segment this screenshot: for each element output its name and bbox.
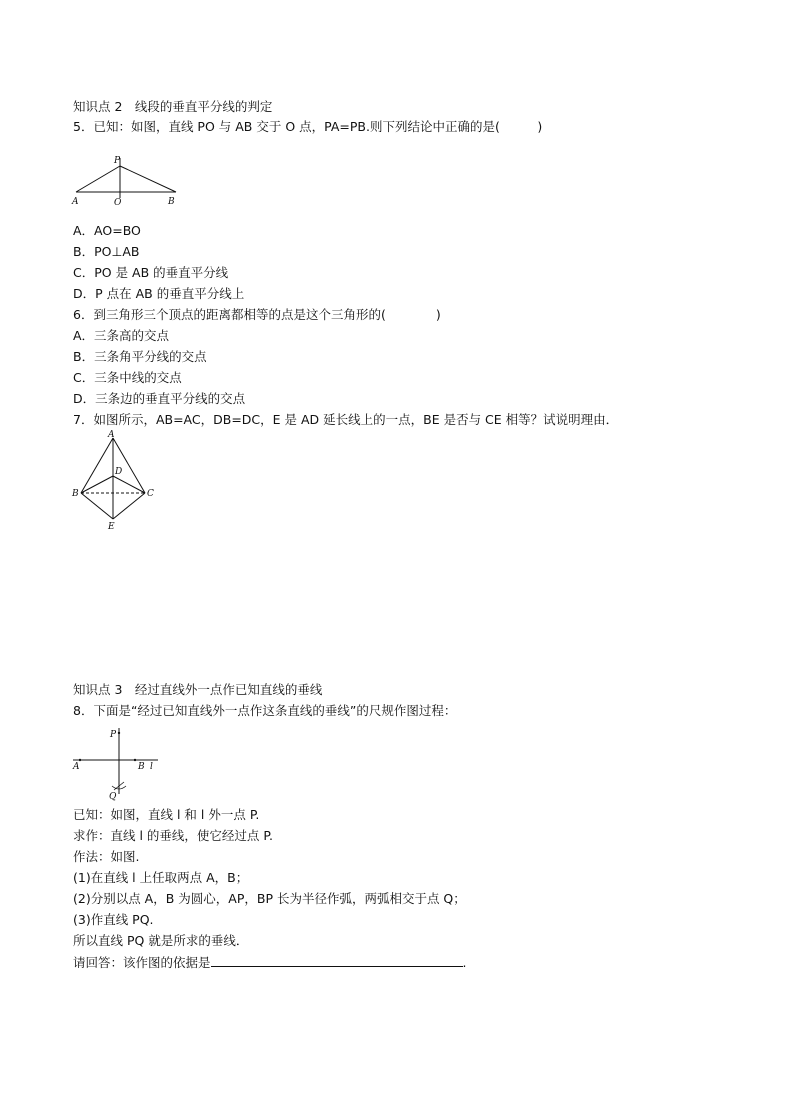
q8-answer-prompt: 请回答：该作图的依据是 bbox=[73, 955, 211, 970]
label-P: P bbox=[110, 730, 117, 740]
q6-option-d: D．三条边的垂直平分线的交点 bbox=[73, 391, 246, 406]
q8-step-1: (1)在直线 l 上任取两点 A，B； bbox=[73, 870, 249, 885]
label-Q: Q bbox=[109, 792, 117, 802]
label-E: E bbox=[108, 522, 115, 532]
question-7-stem: 7．如图所示，AB=AC，DB=DC，E 是 AD 延长线上的一点，BE 是否与 CE 相等？试说明理由． bbox=[73, 412, 619, 427]
question-8-figure bbox=[68, 724, 164, 802]
section-heading-2: 知识点 2 线段的垂直平分线的判定 bbox=[73, 99, 273, 114]
q8-step-2: (2)分别以点 A，B 为圆心，AP，BP 长为半径作弧，两弧相交于点 Q； bbox=[73, 891, 466, 906]
q8-required: 求作：直线 l 的垂线，使它经过点 P. bbox=[73, 828, 273, 843]
q8-answer-line bbox=[73, 953, 467, 972]
label-C: C bbox=[147, 489, 154, 499]
label-D: D bbox=[115, 467, 123, 477]
q8-conclusion: 所以直线 PQ 就是所求的垂线． bbox=[73, 933, 249, 948]
q5-option-c: C．PO 是 AB 的垂直平分线 bbox=[73, 265, 229, 280]
q5-option-d: D．P 点在 AB 的垂直平分线上 bbox=[73, 286, 245, 301]
label-A: A bbox=[73, 762, 80, 772]
answer-blank[interactable] bbox=[211, 953, 463, 967]
label-A: A bbox=[108, 430, 115, 440]
question-5-figure bbox=[70, 148, 185, 212]
label-P: P bbox=[114, 156, 121, 166]
question-6-stem: 6．到三角形三个顶点的距离都相等的点是这个三角形的( ) bbox=[73, 307, 441, 322]
question-5-stem: 5．已知：如图，直线 PO 与 AB 交于 O 点，PA=PB.则下列结论中正确的是( ) bbox=[73, 119, 543, 134]
q8-answer-end: . bbox=[462, 955, 467, 970]
label-B: B bbox=[72, 489, 79, 499]
question-7-figure bbox=[68, 428, 158, 532]
q8-method: 作法：如图. bbox=[73, 849, 140, 864]
label-B: B bbox=[168, 197, 175, 207]
label-l: l bbox=[150, 762, 153, 772]
section-heading-3: 知识点 3 经过直线外一点作已知直线的垂线 bbox=[73, 682, 323, 697]
q8-given: 已知：如图，直线 l 和 l 外一点 P. bbox=[73, 807, 260, 822]
label-A: A bbox=[72, 197, 79, 207]
q6-option-b: B．三条角平分线的交点 bbox=[73, 349, 207, 364]
label-O: O bbox=[114, 198, 122, 208]
q6-option-a: A．三条高的交点 bbox=[73, 328, 170, 343]
q5-option-a: A．AO=BO bbox=[73, 223, 141, 238]
q8-step-3: (3)作直线 PQ. bbox=[73, 912, 154, 927]
label-B: B bbox=[138, 762, 145, 772]
q5-option-b: B．PO⊥AB bbox=[73, 244, 140, 259]
question-8-stem: 8．下面是“经过已知直线外一点作这条直线的垂线”的尺规作图过程： bbox=[73, 703, 457, 718]
q6-option-c: C．三条中线的交点 bbox=[73, 370, 182, 385]
